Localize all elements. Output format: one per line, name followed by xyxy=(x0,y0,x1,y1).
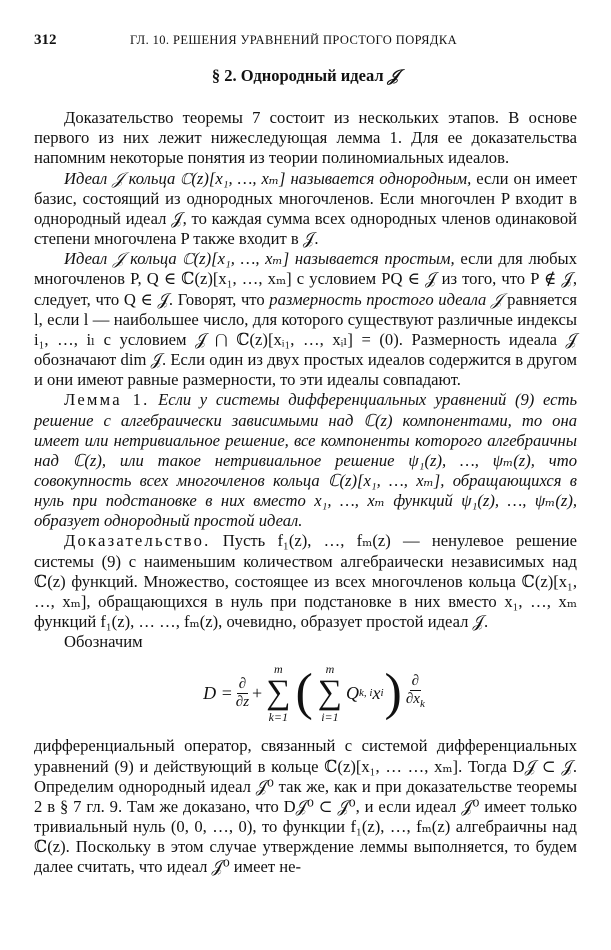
homogeneous-def-italic: Идеал 𝒥 кольца ℂ(z)[x₁, …, xₘ] называется однородным, xyxy=(64,168,472,188)
formula-x: x xyxy=(372,683,381,704)
operator-formula xyxy=(54,654,577,732)
inner-sum-sigma-icon: ∑ xyxy=(317,674,343,712)
operator-text: дифференциальный оператор, связанный с системой дифференциальных уравнений (9) и действующий в кольце ℂ(z)[x₁, … …, xₘ]. Тогда D𝒥 ⊂ 𝒥. Определим однородный идеал 𝒥⁰ так же, как и при доказательстве теоремы 2 в § 7 гл. 9. Там же доказано, что D𝒥⁰ ⊂ 𝒥⁰, и если идеал 𝒥⁰ имеет только тривиальный нуль (0, 0, …, 0), то функции f₁(z), …, fₘ(z) алгебраичны над ℂ(z). Поскольку в этом случае утверждение леммы выполняется, то будем далее считать, что идеал 𝒥⁰ имеет не- xyxy=(34,736,577,877)
formula-q: Q xyxy=(346,683,360,704)
outer-sum-sigma-icon: ∑ xyxy=(266,674,291,712)
inner-sum-top: m xyxy=(325,662,335,677)
formula-q-sub: k, i xyxy=(359,687,373,700)
formula-d-dxk-num: ∂ xyxy=(411,673,420,690)
formula-d-dxk-den-sub: k xyxy=(419,698,425,711)
outer-sum-bottom: k=1 xyxy=(268,710,289,725)
paragraph-intro xyxy=(34,108,577,168)
lemma-label: Лемма 1. xyxy=(64,390,150,410)
prime-def-text-b: равняется l, если l — наибольшее число, для которого существуют различные индексы i₁, …, iₗ с условием 𝒥 ⋂ ℂ(z)[xᵢ₁, …, xᵢₗ] = (0). Размерность идеала 𝒥 обозначают dim 𝒥. Если один из двух простых идеалов содержится в другом и они имеют равные размерности, то эти идеалы совпадают. xyxy=(34,289,577,390)
paragraph-prime-def xyxy=(34,249,577,390)
denote-text: Обозначим xyxy=(64,632,143,652)
lemma-text: Если у системы дифференциальных уравнений (9) есть решение с алгебраически зависимыми над ℂ(z) компонентами, то она имеет или нетривиальное решение, все компоненты которого алгебраичны над ℂ(z), или такое нетривиальное решение ψ₁(z), …, ψₘ(z), что совокупность всех многочленов кольца ℂ(z)[x₁, …, xₘ], обращающихся в нуль при подстановке в них вместо x₁, …, xₘ функций ψ₁(z), …, ψₘ(z), образует однородный простой идеал. xyxy=(34,390,578,531)
formula-d-dz-num: ∂ xyxy=(238,675,247,692)
paragraph-homogeneous-def xyxy=(34,169,577,250)
paragraph-intro-text: Доказательство теоремы 7 состоит из нескольких этапов. В основе первого из них лежит нижеследующая лемма 1. Для ее доказательства напомним некоторые понятия из теории полиномиальных идеалов. xyxy=(34,108,577,168)
proof-text: Пусть f₁(z), …, fₘ(z) — ненулевое решение системы (9) с наименьшим количеством алгебраически независимых над ℂ(z) функций. Множество, состоящее из всех многочленов кольца ℂ(z)[x₁, …, xₘ], обращающихся в нуль при подстановке в них вместо x₁, …, xₘ функций f₁(z), … …, fₘ(z), очевидно, образует простой идеал 𝒥. xyxy=(34,531,577,632)
paragraph-operator xyxy=(34,736,577,877)
paragraph-denote xyxy=(34,632,577,652)
formula-d-dxk xyxy=(406,673,425,713)
formula-lhs: D = xyxy=(203,683,233,704)
formula-x-sub: i xyxy=(380,687,384,700)
formula-outer-sum xyxy=(266,662,290,724)
homogeneous-def-text: если он имеет базис, состоящий из однородных многочленов. Если многочлен P входит в однородный идеал 𝒥, то каждая сумма всех однородных членов одинаковой степени многочлена P также входит в 𝒥. xyxy=(34,168,578,249)
paragraph-lemma xyxy=(34,390,577,531)
prime-def-italic-b: размерность простого идеала 𝒥 xyxy=(269,289,503,309)
section-title-text: § 2. Однородный идеал xyxy=(211,66,384,85)
prime-def-italic: Идеал 𝒥 кольца ℂ(z)[x₁, …, xₘ] называется простым, xyxy=(64,249,455,269)
formula-left-paren: ( xyxy=(295,664,313,722)
inner-sum-bottom: i=1 xyxy=(321,710,339,725)
formula-d-dxk-den-main: ∂x xyxy=(405,691,420,708)
running-title: ГЛ. 10. РЕШЕНИЯ УРАВНЕНИЙ ПРОСТОГО ПОРЯДКА xyxy=(130,33,458,47)
formula-plus: + xyxy=(252,683,263,704)
formula-d-dz-den: ∂z xyxy=(235,693,250,710)
running-head xyxy=(34,30,577,50)
proof-label: Доказательство. xyxy=(64,531,211,551)
outer-sum-top: m xyxy=(273,662,283,677)
prime-def-text-a: если для любых многочленов P, Q ∈ ℂ(z)[x₁, …, xₘ] с условием PQ ∈ 𝒥 из того, что P ∉ 𝒥, следует, что Q ∈ 𝒥. Говорят, что xyxy=(34,249,578,309)
paragraph-proof xyxy=(34,531,577,632)
section-title xyxy=(34,66,577,86)
page-number: 312 xyxy=(34,32,57,48)
formula-inner-sum xyxy=(318,662,342,724)
formula-d-dxk-den xyxy=(406,691,425,713)
formula-d-dz xyxy=(236,676,249,711)
section-title-symbol: 𝒥 xyxy=(387,66,400,85)
formula-right-paren: ) xyxy=(384,664,402,722)
